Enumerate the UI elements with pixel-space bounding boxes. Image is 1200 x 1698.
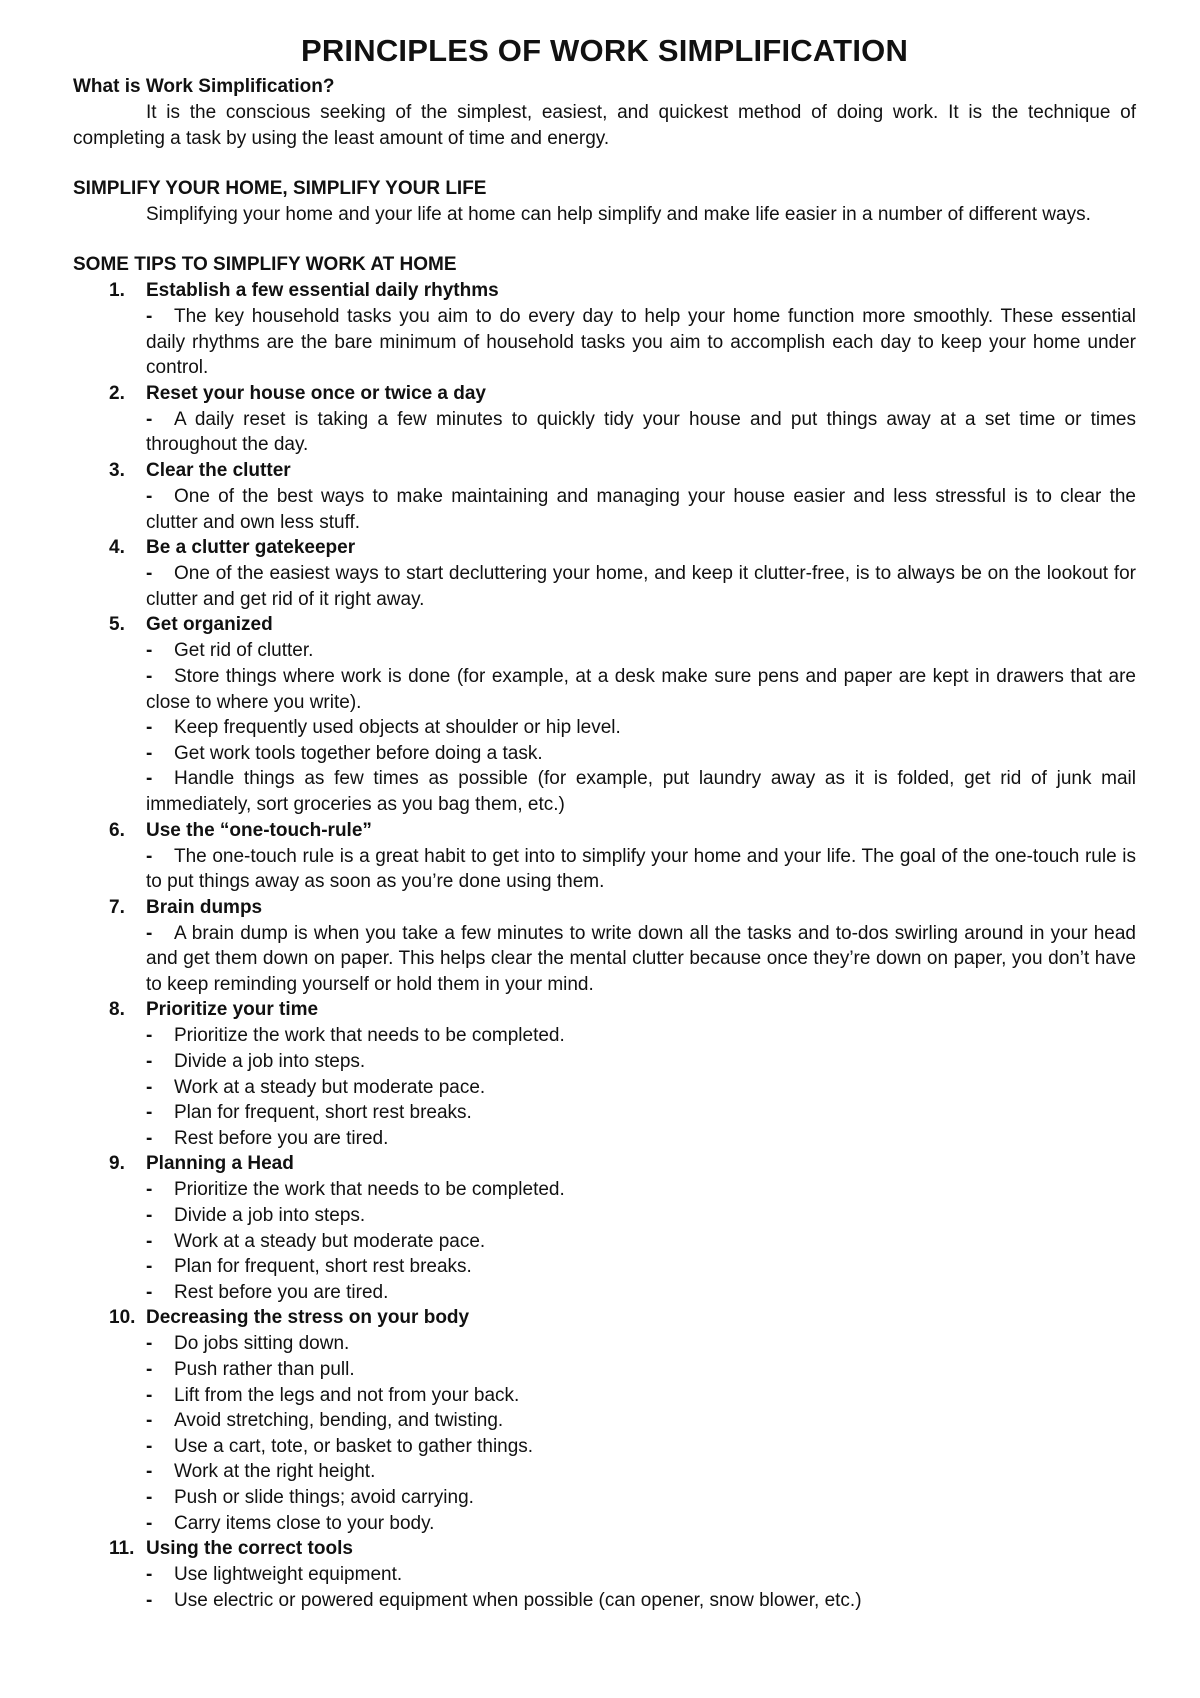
tip-title	[109, 278, 1136, 304]
dash-bullet-icon: -	[146, 1230, 153, 1252]
dash-bullet-icon: -	[146, 1051, 153, 1073]
tips-list	[73, 278, 1136, 1613]
tip-title	[109, 818, 1136, 844]
tip-bullet-text: Divide a job into steps.	[174, 1205, 366, 1227]
tip-bullet-text: Use a cart, tote, or basket to gather things.	[174, 1435, 534, 1457]
tip-bullet-text: Plan for frequent, short rest breaks.	[174, 1102, 472, 1124]
tip-bullet-text: Work at a steady but moderate pace.	[174, 1076, 486, 1098]
dash-bullet-icon: -	[146, 485, 153, 507]
tip-bullet	[146, 1126, 1136, 1152]
tip-bullet	[146, 484, 1136, 535]
tip-bullet-text: One of the best ways to make maintaining and managing your house easier and less stressful is to clear the clutter and own less stuff.	[146, 485, 1136, 533]
tip-bullet-text: Do jobs sitting down.	[174, 1333, 350, 1355]
tip-bullet-text: Prioritize the work that needs to be completed.	[174, 1179, 565, 1201]
tip-bullet	[146, 1049, 1136, 1075]
tip-bullet-text: Prioritize the work that needs to be completed.	[174, 1025, 565, 1047]
dash-bullet-icon: -	[146, 845, 153, 867]
dash-bullet-icon: -	[146, 665, 153, 687]
dash-bullet-icon: -	[146, 1486, 153, 1508]
tip-bullet	[146, 1408, 1136, 1434]
dash-bullet-icon: -	[146, 408, 153, 430]
tip-bullet	[146, 715, 1136, 741]
dash-bullet-icon: -	[146, 306, 153, 327]
dash-bullet-icon: -	[146, 1461, 153, 1483]
tip-title-text: Get organized	[146, 614, 273, 636]
tip-bullet	[146, 1383, 1136, 1409]
tip-bullet	[146, 921, 1136, 998]
dash-bullet-icon: -	[146, 1333, 153, 1355]
tip-bullet-text: Store things where work is done (for example, at a desk make sure pens and paper are kept in drawers that are close to where you write).	[146, 665, 1136, 713]
tip-title	[109, 895, 1136, 921]
dash-bullet-icon: -	[146, 742, 153, 764]
tip-bullet	[146, 1511, 1136, 1537]
tip-item	[73, 818, 1136, 895]
tip-bullet-text: Get work tools together before doing a task.	[174, 742, 543, 764]
simplify-paragraph: Simplifying your home and your life at home can help simplify and make life easier in a number of different ways.	[146, 204, 1091, 225]
tip-bullet-text: Push or slide things; avoid carrying.	[174, 1486, 474, 1508]
tip-bullet	[146, 407, 1136, 458]
tip-bullet	[146, 1254, 1136, 1280]
dash-bullet-icon: -	[146, 1179, 153, 1201]
tip-bullet-text: Get rid of clutter.	[174, 640, 314, 662]
tip-bullet	[146, 1203, 1136, 1229]
tip-bullet-text: Work at the right height.	[174, 1461, 376, 1483]
dash-bullet-icon: -	[146, 1512, 153, 1534]
intro-heading: What is Work Simplification?	[73, 76, 335, 97]
tip-bullet	[146, 1562, 1136, 1588]
tip-bullet	[146, 1331, 1136, 1357]
tip-title-text: Using the correct tools	[146, 1538, 353, 1560]
tip-bullet	[146, 741, 1136, 767]
tip-title	[109, 997, 1136, 1023]
page-title: PRINCIPLES OF WORK SIMPLIFICATION	[300, 33, 909, 68]
tip-title-text: Brain dumps	[146, 896, 263, 918]
tip-title-text: Prioritize your time	[146, 999, 319, 1021]
tip-bullet-text: Handle things as few times as possible (for example, put laundry away as it is folded, get rid of junk mail immediately, sort groceries as you bag them, etc.)	[146, 768, 1136, 815]
dash-bullet-icon: -	[146, 1359, 153, 1380]
dash-bullet-icon: -	[146, 1564, 153, 1586]
tip-number: 9.	[109, 1153, 125, 1175]
tip-item	[73, 278, 1136, 381]
tip-title-text: Planning a Head	[146, 1153, 294, 1175]
simplify-heading: SIMPLIFY YOUR HOME, SIMPLIFY YOUR LIFE	[73, 178, 487, 199]
tip-bullet	[146, 1588, 1136, 1614]
tip-number: 2.	[109, 382, 125, 404]
tip-title-text: Reset your house once or twice a day	[146, 382, 486, 404]
tip-bullet	[146, 664, 1136, 715]
tip-number: 7.	[109, 896, 125, 918]
tip-title	[109, 612, 1136, 638]
dash-bullet-icon: -	[146, 922, 153, 944]
tip-bullet	[146, 304, 1136, 381]
spacer	[73, 228, 1136, 252]
tip-bullet	[146, 1075, 1136, 1101]
dash-bullet-icon: -	[146, 717, 153, 739]
dash-bullet-icon: -	[146, 1076, 153, 1098]
tip-bullet-text: A brain dump is when you take a few minutes to write down all the tasks and to-dos swirling around in your head and get them down on paper. This helps clear the mental clutter because once they’re down on paper, you don’t have to keep reminding yourself or hold them in your mind.	[146, 922, 1136, 995]
tip-bullet-text: Use electric or powered equipment when possible (can opener, snow blower, etc.)	[174, 1589, 862, 1611]
intro-paragraph: It is the conscious seeking of the simplest, easiest, and quickest method of doing work. It is the technique of completing a task by using the least amount of time and energy.	[73, 102, 1136, 149]
dash-bullet-icon: -	[146, 1102, 153, 1124]
tip-bullet-text: Keep frequently used objects at shoulder or hip level.	[174, 717, 621, 739]
spacer	[73, 152, 1136, 176]
tip-bullet	[146, 1485, 1136, 1511]
tip-bullet-text: The key household tasks you aim to do every day to help your home function more smoothly. These essential daily rhythms are the bare minimum of household tasks you aim to accomplish each day to keep your home under control.	[146, 306, 1136, 379]
dash-bullet-icon: -	[146, 1256, 153, 1278]
tip-number: 6.	[109, 819, 125, 841]
tip-number: 5.	[109, 614, 125, 636]
tip-item	[73, 535, 1136, 612]
tip-title-text: Decreasing the stress on your body	[146, 1307, 470, 1329]
dash-bullet-icon: -	[146, 640, 153, 662]
tip-bullet	[146, 1434, 1136, 1460]
tip-item	[73, 997, 1136, 1151]
tip-bullet	[146, 766, 1136, 817]
tip-bullet	[146, 1357, 1136, 1383]
tip-bullet	[146, 1280, 1136, 1306]
dash-bullet-icon: -	[146, 1384, 153, 1406]
tip-bullet	[146, 1459, 1136, 1485]
tip-title	[109, 381, 1136, 407]
tip-bullet-text: Avoid stretching, bending, and twisting.	[174, 1410, 504, 1432]
tip-bullet-text: Carry items close to your body.	[174, 1512, 435, 1534]
tip-item	[73, 458, 1136, 535]
tips-heading: SOME TIPS TO SIMPLIFY WORK AT HOME	[73, 254, 457, 275]
dash-bullet-icon: -	[146, 1589, 153, 1611]
tip-number: 3.	[109, 459, 125, 481]
dash-bullet-icon: -	[146, 1281, 153, 1303]
tip-bullet-text: Divide a job into steps.	[174, 1051, 366, 1073]
dash-bullet-icon: -	[146, 1410, 153, 1432]
tip-number: 1.	[109, 280, 125, 301]
tip-title-text: Be a clutter gatekeeper	[146, 537, 356, 559]
tip-title	[109, 1151, 1136, 1177]
tip-bullet	[146, 1229, 1136, 1255]
tip-item	[73, 1151, 1136, 1305]
tip-bullet	[146, 1177, 1136, 1203]
tip-title-text: Clear the clutter	[146, 459, 291, 481]
dash-bullet-icon: -	[146, 563, 153, 585]
tip-item	[73, 1536, 1136, 1613]
tip-bullet-text: Plan for frequent, short rest breaks.	[174, 1256, 472, 1278]
tip-title	[109, 535, 1136, 561]
tip-title	[109, 1536, 1136, 1562]
tip-bullet	[146, 844, 1136, 895]
dash-bullet-icon: -	[146, 1127, 153, 1149]
tip-item	[73, 1305, 1136, 1536]
tip-number: 8.	[109, 999, 125, 1021]
tip-item	[73, 612, 1136, 817]
tip-bullet-text: Rest before you are tired.	[174, 1281, 389, 1303]
tip-bullet-text: Push rather than pull.	[174, 1359, 355, 1380]
tip-title-text: Use the “one-touch-rule”	[146, 819, 372, 841]
tip-bullet-text: One of the easiest ways to start decluttering your home, and keep it clutter-free, is to always be on the lookout for clutter and get rid of it right away.	[146, 563, 1136, 610]
tip-item	[73, 895, 1136, 998]
tip-bullet	[146, 638, 1136, 664]
tip-bullet-text: Use lightweight equipment.	[174, 1564, 403, 1586]
tip-number: 4.	[109, 537, 125, 559]
dash-bullet-icon: -	[146, 768, 153, 790]
tip-item	[73, 381, 1136, 458]
tip-bullet	[146, 1023, 1136, 1049]
tip-bullet-text: The one-touch rule is a great habit to get into to simplify your home and your life. The goal of the one-touch rule is to put things away as soon as you’re done using them.	[146, 845, 1136, 893]
dash-bullet-icon: -	[146, 1435, 153, 1457]
tip-bullet	[146, 561, 1136, 612]
tip-title-text: Establish a few essential daily rhythms	[146, 280, 499, 301]
tip-title	[109, 458, 1136, 484]
tip-bullet	[146, 1100, 1136, 1126]
dash-bullet-icon: -	[146, 1025, 153, 1047]
document-page	[73, 32, 1136, 1613]
tip-bullet-text: Lift from the legs and not from your back.	[174, 1384, 520, 1406]
tip-number: 10.	[109, 1307, 136, 1329]
tip-bullet-text: Work at a steady but moderate pace.	[174, 1230, 486, 1252]
tip-bullet-text: Rest before you are tired.	[174, 1127, 389, 1149]
tip-title	[109, 1305, 1136, 1331]
tip-bullet-text: A daily reset is taking a few minutes to quickly tidy your house and put things away at a set time or times throughout the day.	[146, 408, 1136, 456]
tip-number: 11.	[109, 1538, 135, 1560]
dash-bullet-icon: -	[146, 1205, 153, 1227]
